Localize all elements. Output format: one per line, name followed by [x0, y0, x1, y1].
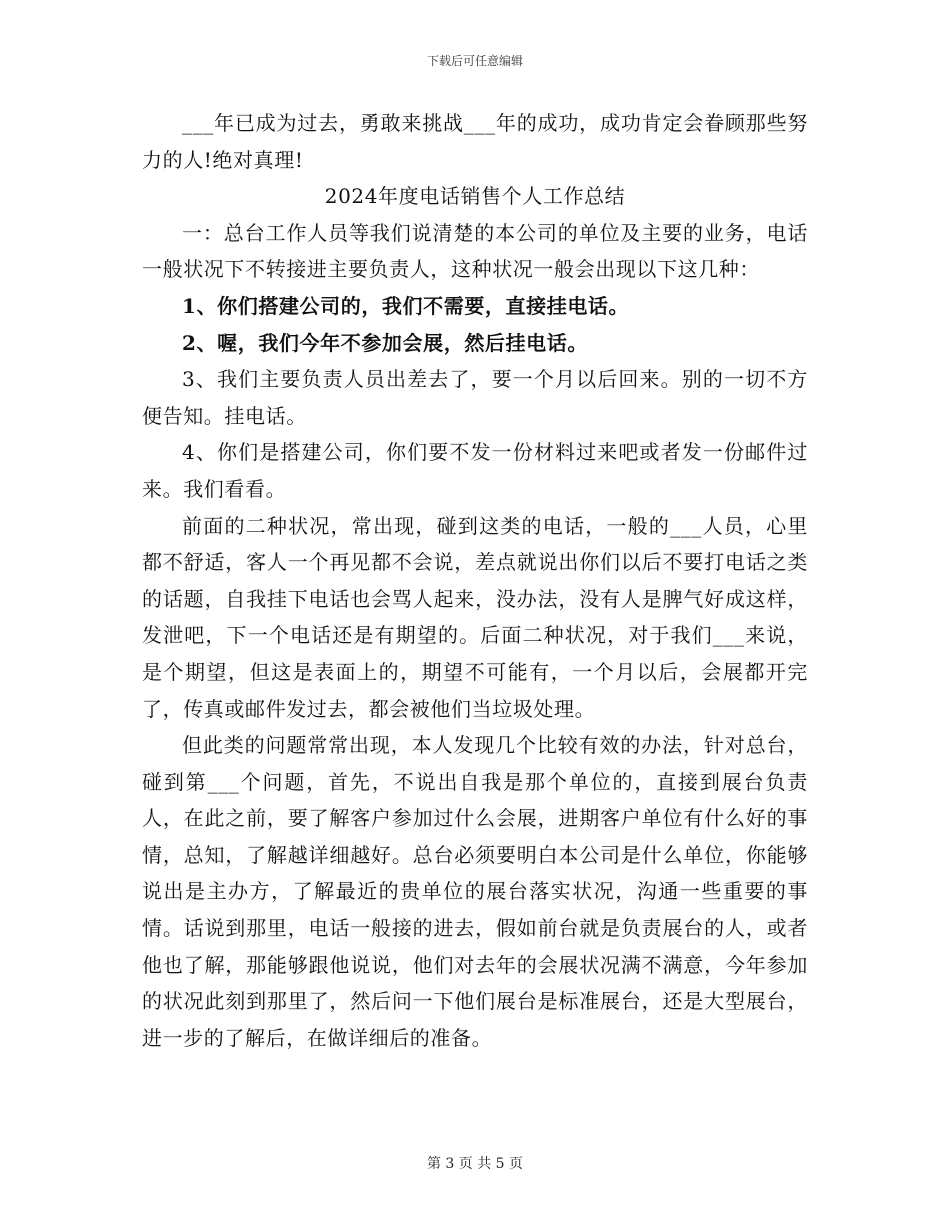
paragraph-situation-intro: 一：总台工作人员等我们说清楚的本公司的单位及主要的业务，电话一般状况下不转接进主要负责人，这种状况一般会出现以下这几种：: [142, 220, 808, 282]
page-footer: 第 3 页 共 5 页: [426, 1156, 524, 1172]
page-header: 下载后可任意编辑: [426, 54, 523, 68]
paragraph-case-4: 4、你们是搭建公司，你们要不发一份材料过来吧或者发一份邮件过来。我们看看。: [142, 440, 808, 501]
paragraph-case-1: 1、你们搭建公司的，我们不需要，直接挂电话。: [182, 293, 630, 318]
paragraph-case-3: 3、我们主要负责人员出差去了，要一个月以后回来。别的一切不方便告知。挂电话。: [142, 367, 808, 428]
paragraph-case-2: 2、喔，我们今年不参加会展，然后挂电话。: [182, 330, 588, 355]
paragraph-methods: 但此类的问题常常出现，本人发现几个比较有效的办法，针对总台，碰到第___个问题，首先，不说出自我是那个单位的，直接到展台负责人，在此之前，要了解客户参加过什么会展，进期客户单位有什么好的事情，总知，了解越详细越好。总台必须要明白本公司是什么单位，你能够说出是主办方，了解最近的贵单位的展台落实状况，沟通一些重要的事情。话说到那里，电话一般接的进去，假如前台就是负责展台的人，或者他也了解，那能够跟他说说，他们对去年的会展状况满不满意，今年参加的状况此刻到那里了，然后问一下他们展台是标准展台，还是大型展台，进一步的了解后，在做详细后的准备。: [142, 733, 808, 1050]
document-body: [142, 105, 808, 1056]
intro-paragraph: ___年已成为过去，勇敢来挑战___年的成功，成功肯定会眷顾那些努力的人!绝对真理!: [142, 111, 808, 172]
paragraph-analysis: 前面的二种状况，常出现，碰到这类的电话，一般的___人员，心里都不舒适，客人一个再见都不会说，差点就说出你们以后不要打电话之类的话题，自我挂下电话也会骂人起来，没办法，没有人是脾气好成这样，发泄吧，下一个电话还是有期望的。后面二种状况，对于我们___来说，是个期望，但这是表面上的，期望不可能有，一个月以后，会展都开完了，传真或邮件发过去，都会被他们当垃圾处理。: [142, 513, 808, 721]
document-title: 2024年度电话销售个人工作总结: [324, 184, 626, 209]
